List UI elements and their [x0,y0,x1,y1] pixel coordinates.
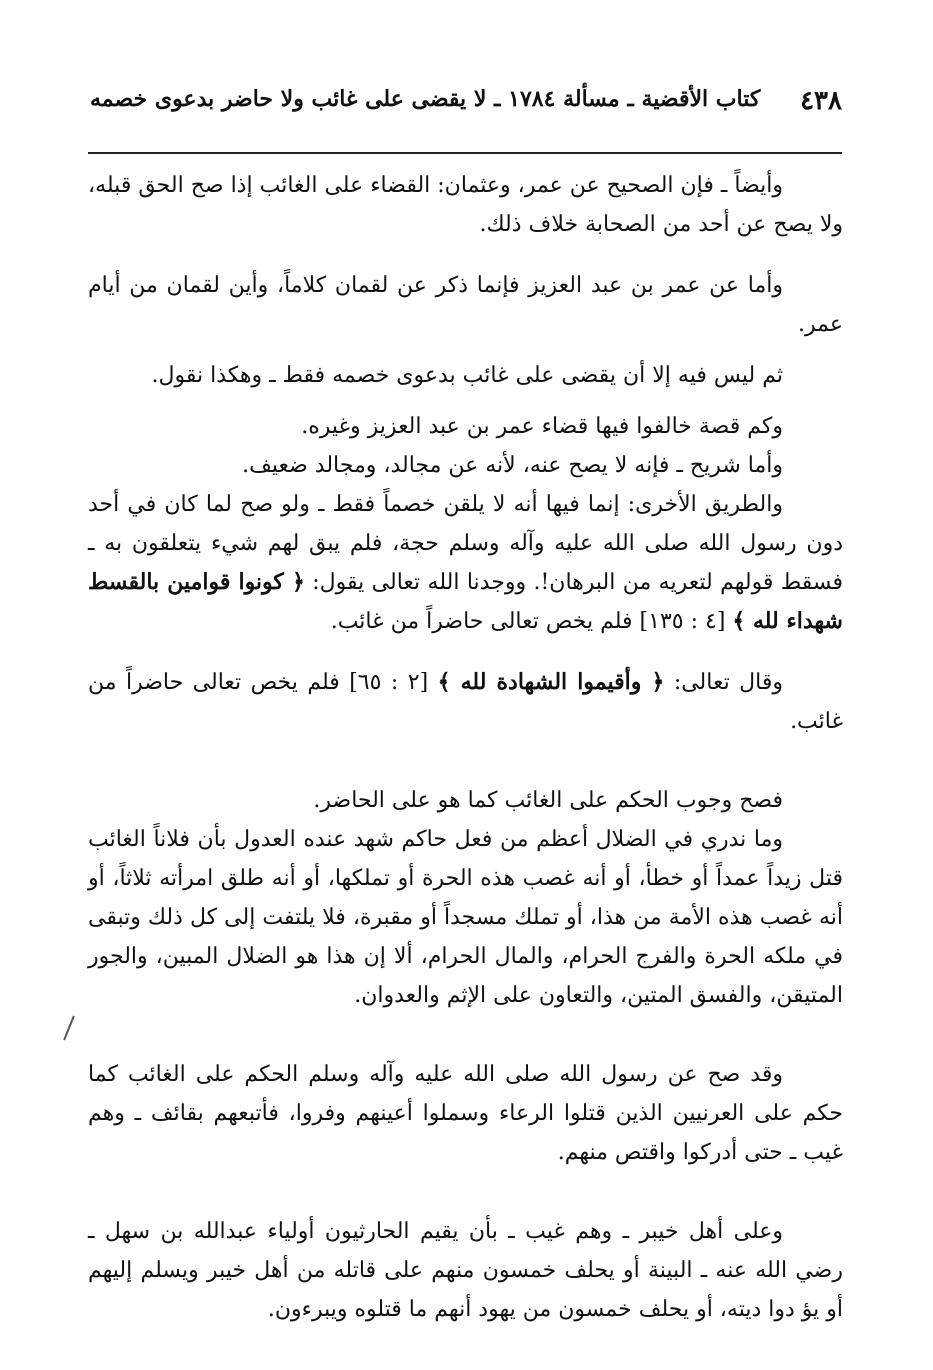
paragraph-text: [٤ : ١٣٥] فلم يخص تعالى حاضراً من غائب. [330,609,726,634]
paragraph: وأيضاً ـ فإن الصحيح عن عمر، وعثمان: القضاء على الغائب إذا صح الحق قبله، ولا يصح عن أحد من الصحابة خلاف ذلك. [88,173,843,237]
paragraph: وأما شريح ـ فإنه لا يصح عنه، لأنه عن مجالد، ومجالد ضعيف. [242,453,783,478]
quran-verse: ﴿ كونوا قوامين بالقسط شهداء لله ﴾ [88,569,843,634]
paragraph [88,485,843,641]
margin-mark [63,1016,75,1041]
page-number: ٤٣٨ [800,86,842,116]
paragraph: وكم قصة خالفوا فيها قضاء عمر بن عبد العزيز وغيره. [301,414,783,439]
paragraph: وعلى أهل خيبر ـ وهم غيب ـ بأن يقيم الحارثيون أولياء عبدالله بن سهل ـ رضي الله عنه ـ البينة أو يحلف خمسون منهم على قاتله من أهل خيبر ويسلم إليهم أو يؤ دوا ديته، أو يحلف خمسون من يهود أنهم ما قتلوه ويبرءون. [88,1219,843,1322]
paragraph: وأما عن عمر بن عبد العزيز فإنما ذكر عن لقمان كلاماً، وأين لقمان من أيام عمر. [88,273,843,337]
page-header [90,82,842,132]
running-title: كتاب الأقضية ـ مسألة ١٧٨٤ ـ لا يقضى على غائب ولا حاضر بدعوى خصمه [90,86,761,112]
paragraph: فصح وجوب الحكم على الغائب كما هو على الحاضر. [313,788,783,813]
quran-verse: ﴿ وأقيموا الشهادة لله ﴾ [437,669,665,695]
header-rule [88,152,842,154]
paragraph-text: وقال تعالى: [673,670,783,695]
paragraph: ثم ليس فيه إلا أن يقضى على غائب بدعوى خصمه فقط ـ وهكذا نقول. [151,363,783,388]
paragraph [88,663,843,741]
paragraph: وقد صح عن رسول الله صلى الله عليه وآله وسلم الحكم على الغائب كما حكم على العرنيين الذين قتلوا الرعاء وسملوا أعينهم وفروا، فأتبعهم بقائف ـ وهم غيب ـ حتى أدركوا واقتص منهم. [88,1062,843,1165]
paragraph-text: [٢ : ٦٥] فلم يخص تعالى حاضراً من غائب. [88,670,843,734]
paragraph: وما ندري في الضلال أعظم من فعل حاكم شهد عنده العدول بأن فلاناً الغائب قتل زيداً عمداً أو خطأ، أو أنه غصب هذه الحرة أو تملكها، أو أنه طلق امرأته ثلاثاً، أو أنه غصب هذه الأمة من هذا، أو تملك مسجداً أو مقبرة، فلا يلتفت إلى كل ذلك وتبقى في ملكه الحرة والفرج الحرام، والمال الحرام، ألا إن هذا هو الضلال المبين، والجور المتيقن، والفسق المتين، والتعاون على الإثم والعدوان. [88,827,844,1008]
page-body [88,166,843,1329]
paragraph-text: والطريق الأخرى: إنما فيها أنه لا يلقن خصماً فقط ـ ولو صح لما كان في أحد دون رسول الله صلى الله عليه وآله وسلم حجة، فلم يبق لهم شيء يتعلقون به ـ فسقط قولهم لتعريه من البرهان!. ووجدنا الله تعالى يقول: [88,492,844,595]
